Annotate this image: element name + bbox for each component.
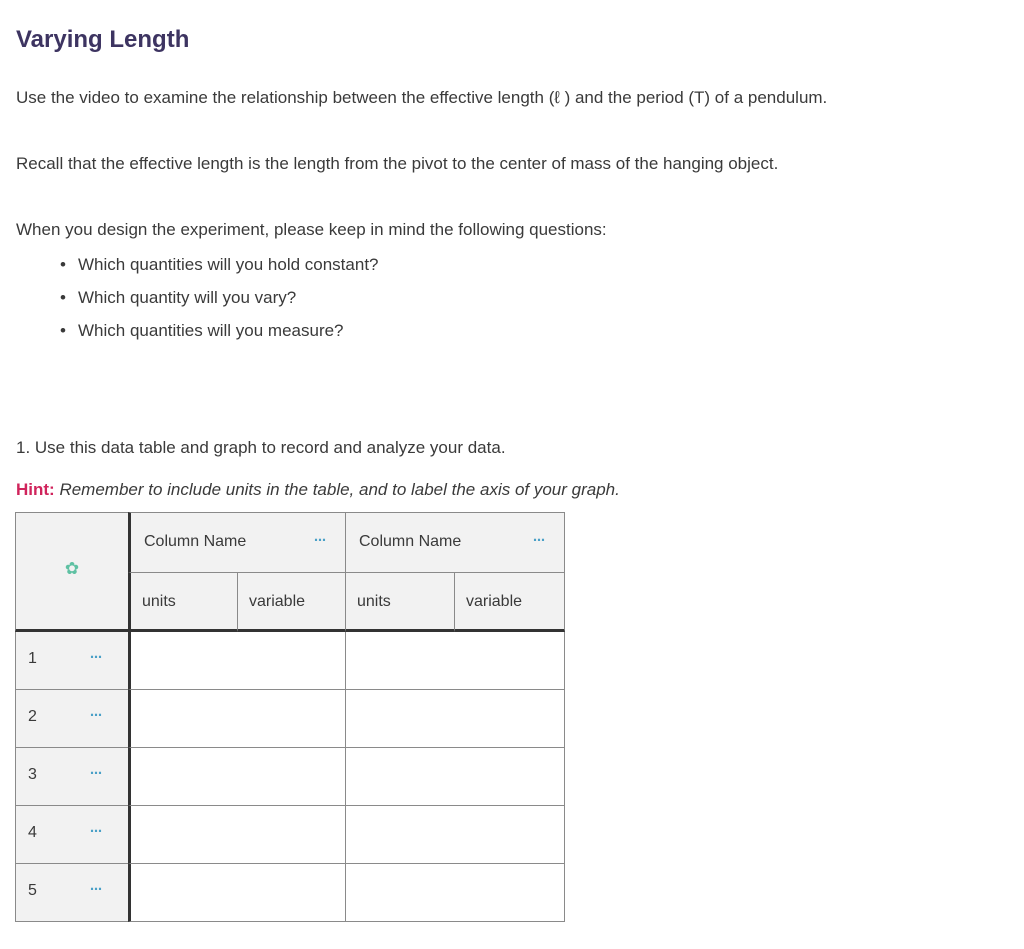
row-number: 4 — [28, 824, 37, 841]
subheader-units[interactable] — [346, 572, 455, 632]
subheader-units[interactable] — [128, 572, 238, 632]
table-cell[interactable] — [128, 690, 346, 748]
gear-icon[interactable]: ✿ — [64, 559, 80, 578]
table-cell[interactable] — [346, 864, 565, 922]
table-cell[interactable] — [346, 690, 565, 748]
recall-text: Recall that the effective length is the length from the pivot to the center of mass of the hanging object. — [16, 154, 779, 173]
row-number: 1 — [28, 650, 37, 667]
row-menu-icon[interactable]: ⋯ — [90, 708, 101, 722]
table-cell[interactable] — [128, 864, 346, 922]
column-name[interactable]: Column Name — [144, 533, 247, 550]
column-header-1[interactable] — [128, 512, 346, 572]
column-header-2[interactable] — [346, 512, 565, 572]
question-item: • Which quantities will you hold constant? — [60, 255, 379, 274]
table-cell[interactable] — [346, 806, 565, 864]
subheader-variable[interactable] — [455, 572, 565, 632]
column-menu-icon[interactable]: ⋯ — [314, 533, 325, 547]
row-header[interactable] — [15, 748, 128, 806]
subheader-label: units — [142, 593, 176, 610]
intro-text: Use the video to examine the relationship between the effective length (ℓ ) and the period (T) of a pendulum. — [16, 88, 828, 107]
task-text: 1. Use this data table and graph to record and analyze your data. — [16, 438, 506, 457]
row-menu-icon[interactable]: ⋯ — [90, 824, 101, 838]
row-number: 2 — [28, 708, 37, 725]
row-menu-icon[interactable]: ⋯ — [90, 766, 101, 780]
question-item: • Which quantities will you measure? — [60, 321, 344, 340]
table-cell[interactable] — [128, 748, 346, 806]
column-menu-icon[interactable]: ⋯ — [533, 533, 544, 547]
row-header[interactable] — [15, 864, 128, 922]
row-number: 5 — [28, 882, 37, 899]
hint — [16, 480, 620, 500]
table-cell[interactable] — [346, 748, 565, 806]
question-list — [60, 252, 379, 351]
hint-label: Hint: — [16, 480, 55, 499]
table-cell[interactable] — [346, 632, 565, 690]
column-name[interactable]: Column Name — [359, 533, 462, 550]
subheader-label: variable — [249, 593, 306, 610]
design-prompt: When you design the experiment, please keep in mind the following questions: — [16, 220, 607, 239]
table-cell[interactable] — [128, 806, 346, 864]
row-header[interactable] — [15, 690, 128, 748]
question-item: • Which quantity will you vary? — [60, 288, 297, 307]
row-number: 3 — [28, 766, 37, 783]
page-title: Varying Length — [16, 26, 190, 53]
subheader-label: units — [357, 593, 391, 610]
data-table — [15, 512, 565, 926]
table-corner — [15, 512, 128, 632]
subheader-variable[interactable] — [238, 572, 346, 632]
row-header[interactable] — [15, 806, 128, 864]
table-cell[interactable] — [128, 632, 346, 690]
row-menu-icon[interactable]: ⋯ — [90, 650, 101, 664]
row-header[interactable] — [15, 632, 128, 690]
subheader-label: variable — [466, 593, 523, 610]
row-menu-icon[interactable]: ⋯ — [90, 882, 101, 896]
hint-text: Remember to include units in the table, and to label the axis of your graph. — [59, 480, 620, 499]
